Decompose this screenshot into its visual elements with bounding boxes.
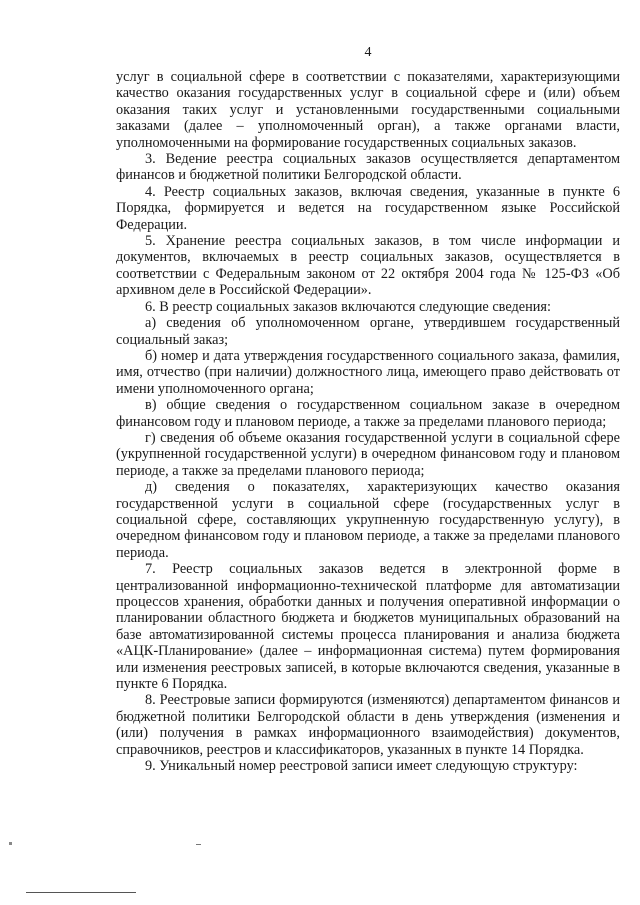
scan-mark — [196, 844, 201, 845]
paragraph: б) номер и дата утверждения государственного социального заказа, фамилия, имя, отчество (при наличии) должностного лица, имеющего право действовать от имени уполномоченного органа; — [116, 347, 620, 397]
paragraph: 4. Реестр социальных заказов, включая сведения, указанные в пункте 6 Порядка, формируется и ведется на государственном языке Российской Федерации. — [116, 183, 620, 233]
document-body — [116, 69, 620, 774]
paragraph: а) сведения об уполномоченном органе, утвердившем государственный социальный заказ; — [116, 315, 620, 348]
paragraph: 7. Реестр социальных заказов ведется в электронной форме в централизованной информационно-технической платформе для автоматизации процессов хранения, обработки данных и получения оперативной информации о планировании областного бюджета и бюджетов муниципальных образований на базе автоматизированной системы процесса планирования и анализа бюджета «АЦК-Планирование» (далее – информационная система) путем формирования или изменения реестровых записей, в которые включаются сведения, указанные в пункте 6 Порядка. — [116, 561, 620, 693]
page-number: 4 — [364, 45, 372, 60]
scan-mark — [9, 842, 12, 845]
paragraph: в) общие сведения о государственном социальном заказе в очередном финансовом году и плановом периоде, а также за пределами планового периода; — [116, 397, 620, 430]
paragraph: 9. Уникальный номер реестровой записи имеет следующую структуру: — [145, 758, 578, 775]
paragraph: г) сведения об объеме оказания государственной услуги в социальной сфере (укрупненной государственной услуги) в очередном финансовом году и плановом периоде, а также за пределами планового периода; — [116, 429, 620, 479]
paragraph: 6. В реестр социальных заказов включаются следующие сведения: — [145, 298, 551, 315]
paragraph: 8. Реестровые записи формируются (изменяются) департаментом финансов и бюджетной политики Белгородской области в день утверждения (изменения и (или) получения в рамках информационного взаимодействия) документов, справочников, реестров и классификаторов, указанных в пункте 14 Порядка. — [116, 692, 620, 758]
footer-rule — [26, 892, 136, 893]
paragraph: 5. Хранение реестра социальных заказов, в том числе информации и документов, включаемых в реестр социальных заказов, осуществляется в соответствии с Федеральным законом от 22 октября 2004 года № 125-ФЗ «Об архивном деле в Российской Федерации». — [116, 233, 620, 299]
paragraph: 3. Ведение реестра социальных заказов осуществляется департаментом финансов и бюджетной политики Белгородской области. — [116, 151, 620, 184]
paragraph: д) сведения о показателях, характеризующих качество оказания государственной услуги в социальной сфере (государственных услуг в социальной сфере, составляющих укрупненную государственную услугу), в очередном финансовом году и плановом периоде, а также за пределами планового периода. — [116, 479, 620, 561]
paragraph: услуг в социальной сфере в соответствии с показателями, характеризующими качество оказания государственных услуг в социальной сфере и (или) объем оказания таких услуг и установленными государственными социальными заказами (далее – уполномоченный орган), а также органами власти, уполномоченными на формирование государственных социальных заказов. — [116, 69, 620, 151]
